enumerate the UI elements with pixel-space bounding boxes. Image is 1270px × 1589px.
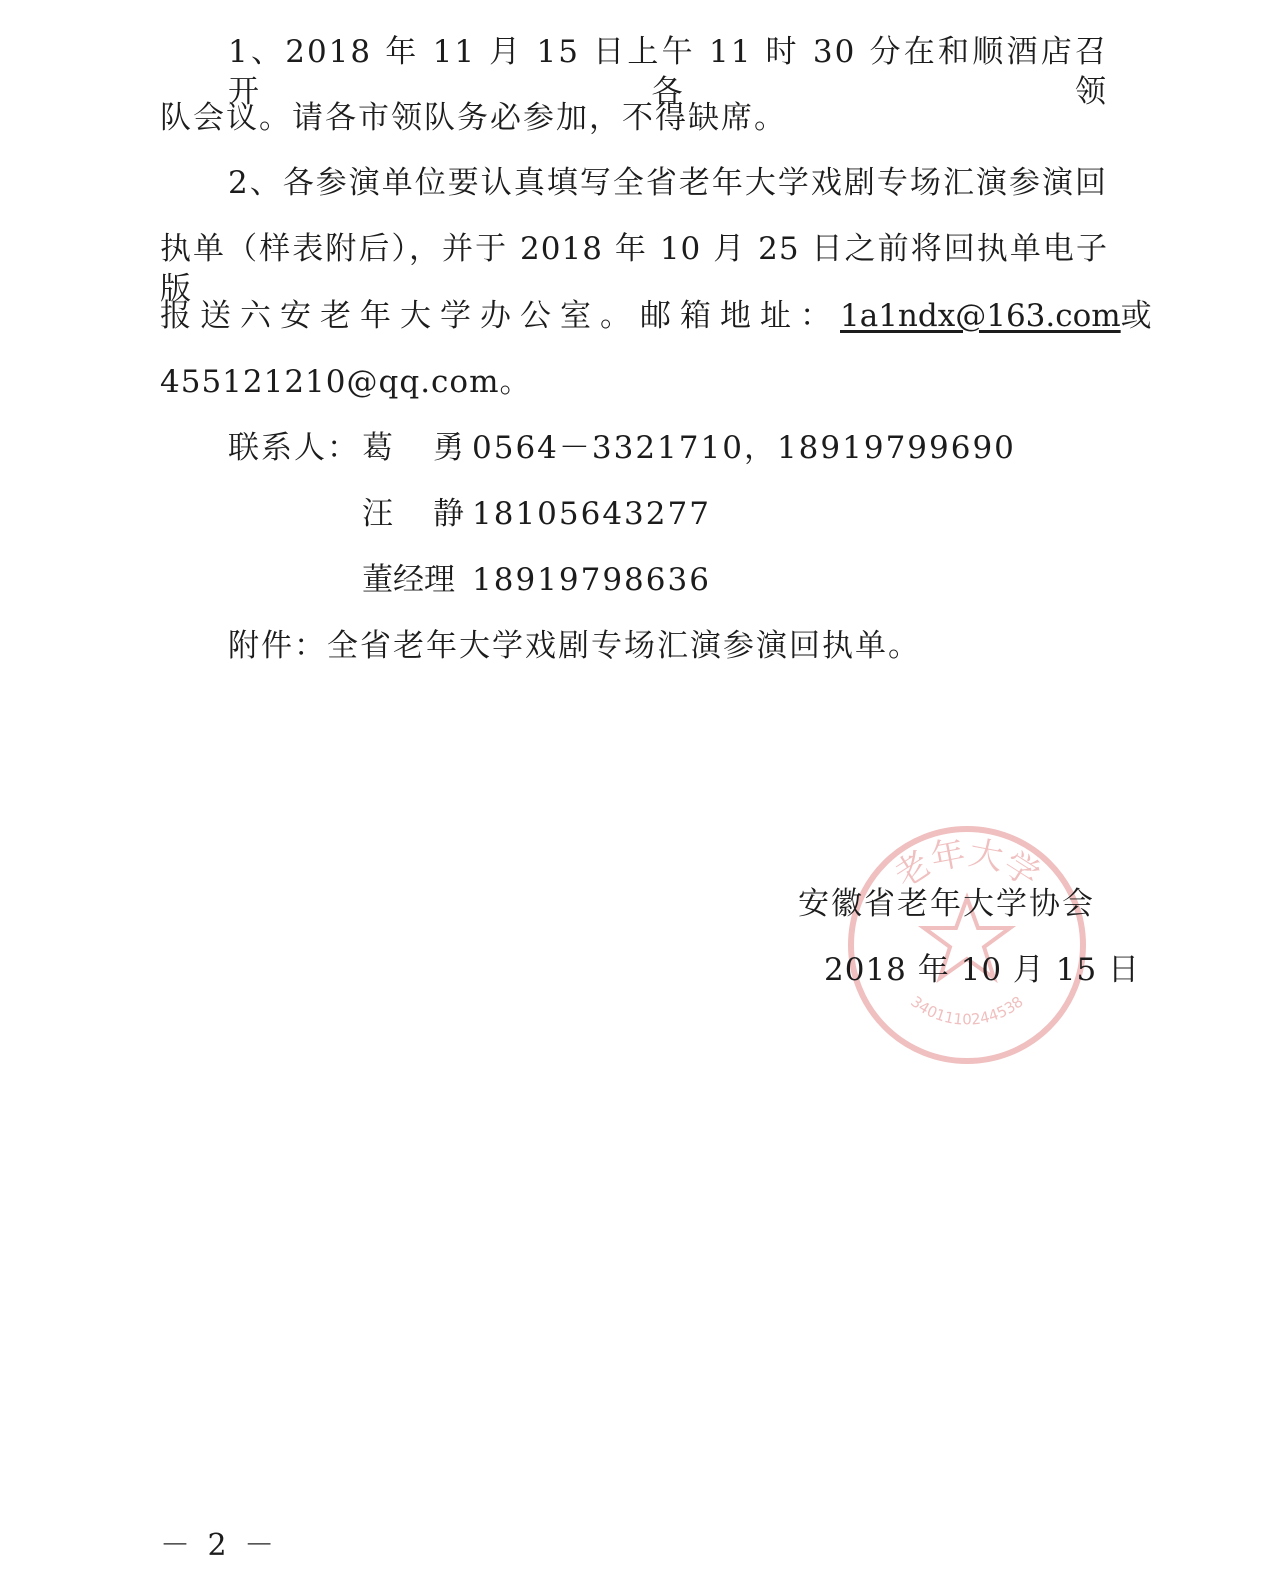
item2-line2: 执单（样表附后），并于 2018 年 10 月 25 日之前将回执单电子版 — [160, 231, 1108, 307]
signature-organization: 安徽省老年大学协会 — [798, 886, 1095, 922]
email-link-163[interactable]: 1a1ndx@163.com — [840, 298, 1121, 334]
contact-name: 汪静 — [362, 496, 504, 532]
signature-date: 2018 年 10 月 15 日 — [824, 952, 1141, 988]
contact-name: 葛勇 — [362, 430, 504, 466]
item2-line3 — [160, 296, 1152, 336]
seal-code: 3401110244538 — [907, 992, 1027, 1029]
contact-row — [362, 494, 711, 534]
contact-phones: 0564－3321710，18919799690 — [472, 430, 1016, 466]
item1-line2: 队会议。请各市领队务必参加，不得缺席。 — [160, 100, 787, 136]
official-seal — [842, 820, 1092, 1070]
contact-name: 董经理 — [362, 562, 455, 598]
item2-line4 — [160, 362, 531, 402]
contact-row — [362, 428, 1016, 468]
seal-top-text: 老年大学 — [887, 832, 1047, 896]
attachment-line: 附件：全省老年大学戏剧专场汇演参演回执单。 — [228, 628, 921, 664]
contact-phones: 18919798636 — [472, 562, 711, 598]
contact-phones: 18105643277 — [472, 496, 711, 532]
contact-row — [362, 560, 711, 600]
item2-line3-suffix: 或 — [1120, 298, 1152, 334]
contacts-label: 联系人： — [228, 430, 360, 466]
svg-text:3401110244538 — [907, 993, 1026, 1029]
email-qq: 455121210@qq.com — [160, 364, 500, 400]
page-number: － 2 － — [160, 1528, 279, 1563]
item2-line1: 2、各参演单位要认真填写全省老年大学戏剧专场汇演参演回 — [228, 165, 1108, 201]
item2-line4-end: 。 — [499, 364, 532, 400]
item1-line1: 1、2018 年 11 月 15 日上午 11 时 30 分在和顺酒店召开各领 — [228, 34, 1108, 110]
item2-line3-prefix: 报送六安老年大学办公室。邮箱地址： — [160, 298, 840, 334]
